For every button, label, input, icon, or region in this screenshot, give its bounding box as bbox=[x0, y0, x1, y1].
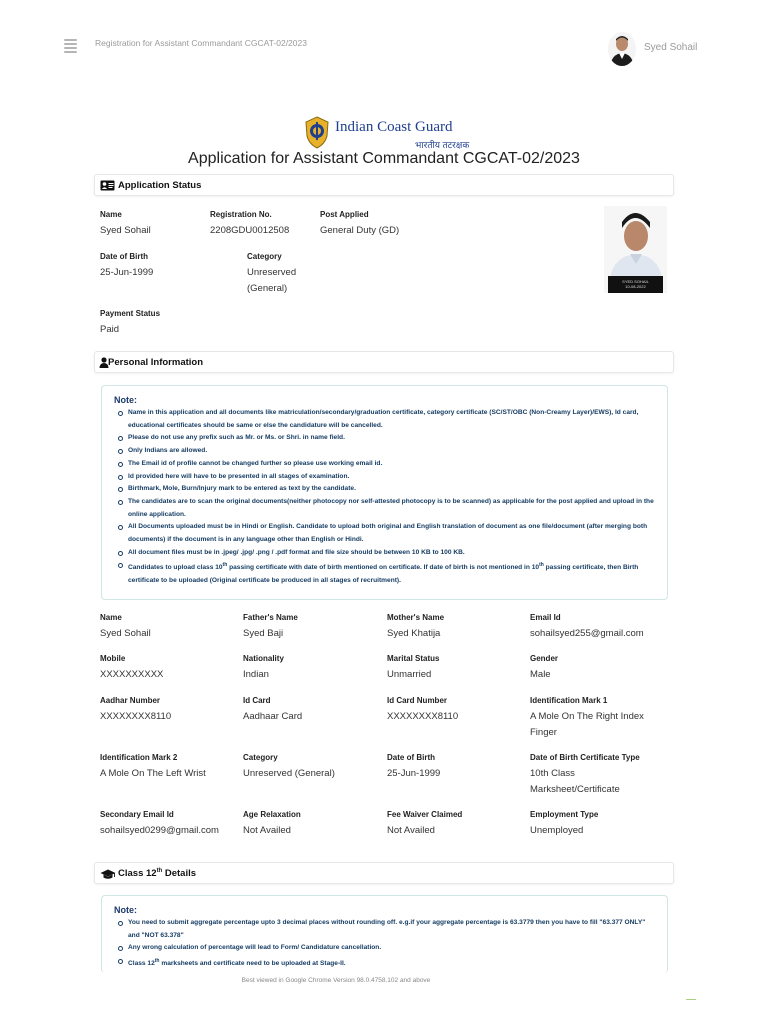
field-label: Post Applied bbox=[320, 210, 369, 219]
note-item: All document files must be in .jpeg/ .jpg/ .png / .pdf format and file size should be between 10 KB to 100 KB. bbox=[128, 547, 655, 560]
field-label: Employment Type bbox=[530, 810, 599, 819]
candidate-photo bbox=[604, 206, 667, 293]
field-label: Marital Status bbox=[387, 654, 440, 663]
page-title: Application for Assistant Commandant CGCAT-02/2023 bbox=[188, 150, 580, 167]
field-value: Indian bbox=[243, 669, 269, 680]
field-value: Male bbox=[530, 669, 551, 680]
field-label: Payment Status bbox=[100, 309, 161, 318]
nationality-field bbox=[243, 654, 284, 683]
registration-number-field bbox=[210, 210, 289, 239]
note-list bbox=[114, 917, 655, 971]
decorative-divider bbox=[686, 999, 696, 1000]
user-name[interactable]: Syed Sohail bbox=[644, 42, 698, 53]
note-text: passing certificate with date of birth mentioned on certificate. If date of birth is not mentioned in 10 bbox=[227, 564, 540, 572]
id-card-icon bbox=[100, 180, 115, 191]
note-item: All Documents uploaded must be in Hindi or English. Candidate to upload both original and English translation of document as one file/document (after merging both documents) if the document is in any language other than English or Hindi. bbox=[128, 521, 655, 546]
note-item: Only Indians are allowed. bbox=[128, 445, 655, 458]
photo-caption bbox=[608, 279, 663, 289]
note-item: Please do not use any prefix such as Mr. or Ms. or Shri. in name field. bbox=[128, 432, 655, 445]
identification-mark-2-field bbox=[100, 753, 206, 782]
menu-icon[interactable] bbox=[64, 39, 78, 55]
field-label: Mother's Name bbox=[387, 613, 445, 622]
indian-coast-guard-logo bbox=[303, 116, 470, 152]
category-line: (General) bbox=[247, 282, 288, 294]
note-text: Candidates to upload class 10 bbox=[128, 564, 223, 572]
footer-browser-note: Best viewed in Google Chrome Version 98.0.4758.102 and above bbox=[241, 977, 431, 984]
class-12-details-title bbox=[118, 868, 196, 879]
field-label: Name bbox=[100, 210, 122, 219]
application-status-header bbox=[94, 174, 674, 196]
field-label: Secondary Email Id bbox=[100, 810, 174, 819]
aadhar-number-field bbox=[100, 696, 171, 725]
employment-type-field bbox=[530, 810, 598, 839]
field-value: Unreserved (General) bbox=[243, 768, 335, 779]
field-value bbox=[247, 265, 296, 296]
field-label: Identification Mark 1 bbox=[530, 696, 608, 705]
age-relaxation-field bbox=[243, 810, 301, 839]
note-item: Any wrong calculation of percentage will lead to Form/ Candidature cancellation. bbox=[128, 942, 655, 955]
field-value bbox=[530, 709, 644, 740]
field-value: Syed Baji bbox=[243, 628, 284, 639]
field-label: Date of Birth bbox=[100, 252, 148, 261]
field-label: Nationality bbox=[243, 654, 284, 663]
value-line: Marksheet/Certificate bbox=[530, 783, 620, 795]
note-superscript: th bbox=[539, 562, 544, 569]
secondary-email-field bbox=[100, 810, 219, 839]
note-item bbox=[128, 559, 655, 588]
name-field bbox=[100, 613, 151, 642]
photo-caption-name: SYED SOHAIL bbox=[622, 279, 649, 284]
field-label: Fee Waiver Claimed bbox=[387, 810, 463, 819]
note-list bbox=[114, 407, 655, 588]
field-value: General Duty (GD) bbox=[320, 225, 400, 236]
email-field bbox=[530, 613, 644, 642]
note-title: Note: bbox=[114, 905, 137, 915]
identification-mark-1-field bbox=[530, 696, 644, 740]
note-item: Birthmark, Mole, Burn/Injury mark to be entered as text by the candidate. bbox=[128, 483, 655, 496]
note-superscript: th bbox=[222, 562, 228, 569]
field-value: Not Availed bbox=[387, 825, 435, 836]
status-category-field bbox=[247, 252, 296, 296]
note-item: Id provided here will have to be presented in all stages of examination. bbox=[128, 471, 655, 484]
father-name-field bbox=[243, 613, 298, 642]
field-value: Syed Sohail bbox=[100, 225, 151, 236]
post-applied-field bbox=[320, 210, 399, 239]
personal-information-header bbox=[94, 351, 674, 373]
field-value bbox=[530, 766, 640, 797]
id-card-number-field bbox=[387, 696, 458, 725]
note-title: Note: bbox=[114, 395, 137, 405]
gender-field bbox=[530, 654, 558, 683]
value-line: A Mole On The Right Index bbox=[530, 711, 644, 722]
field-label: Email Id bbox=[530, 613, 561, 622]
field-label: Identification Mark 2 bbox=[100, 753, 178, 762]
status-dob-field bbox=[100, 252, 153, 281]
payment-status-field bbox=[100, 309, 160, 338]
field-value: Unmarried bbox=[387, 669, 432, 680]
title-text: Class 12 bbox=[118, 868, 157, 880]
logo-text-english: Indian Coast Guard bbox=[335, 119, 453, 135]
field-value: Not Availed bbox=[243, 825, 291, 836]
field-value: Syed Khatija bbox=[387, 628, 441, 639]
category-field bbox=[243, 753, 335, 782]
field-value: 25-Jun-1999 bbox=[387, 768, 441, 779]
field-value: A Mole On The Left Wrist bbox=[100, 768, 206, 779]
value-line: Finger bbox=[530, 726, 557, 738]
note-item: You need to submit aggregate percentage upto 3 decimal places without rounding off. e.g.if your aggregate percentage is 63.3779 then you have to fill "63.377 ONLY" and "NOT 63.378" bbox=[128, 917, 655, 942]
category-line: Unreserved bbox=[247, 267, 297, 278]
value-line: 10th Class bbox=[530, 768, 575, 779]
field-label: Gender bbox=[530, 654, 559, 663]
field-value: sohailsyed0299@gmail.com bbox=[100, 825, 219, 836]
field-label: Registration No. bbox=[210, 210, 272, 219]
class-12-details-header bbox=[94, 862, 674, 884]
note-item: Name in this application and all documents like matriculation/secondary/graduation certificate, category certificate (SC/ST/OBC (Non-Creamy Layer)/EWS), Id card, educational certificates should be same or else the candidature will be cancelled. bbox=[128, 407, 655, 432]
field-label: Category bbox=[247, 252, 282, 261]
note-superscript: th bbox=[154, 958, 160, 965]
field-value: sohailsyed255@gmail.com bbox=[530, 628, 644, 639]
field-value: XXXXXXXX8110 bbox=[100, 711, 172, 722]
application-status-title: Application Status bbox=[118, 180, 202, 191]
field-value: Aadhaar Card bbox=[243, 711, 303, 722]
personal-information-title: Personal Information bbox=[108, 357, 204, 368]
field-value: Paid bbox=[100, 324, 120, 335]
field-value: Syed Sohail bbox=[100, 628, 151, 639]
id-card-field bbox=[243, 696, 302, 725]
coast-guard-emblem-icon bbox=[303, 116, 331, 149]
note-text: Class 12 bbox=[128, 960, 155, 968]
top-bar bbox=[0, 0, 768, 90]
field-label: Id Card bbox=[243, 696, 271, 705]
graduation-cap-icon bbox=[100, 869, 116, 880]
note-text: marksheets and certificate need to be uploaded at Stage-II. bbox=[159, 960, 346, 968]
mobile-field bbox=[100, 654, 163, 683]
marital-status-field bbox=[387, 654, 439, 683]
personal-info-note bbox=[101, 385, 668, 600]
field-value: XXXXXXXX8110 bbox=[387, 711, 459, 722]
title-text: Details bbox=[162, 868, 197, 880]
field-label: Mobile bbox=[100, 654, 126, 663]
dob-field bbox=[387, 753, 440, 782]
dob-certificate-type-field bbox=[530, 753, 640, 797]
class-12-note bbox=[101, 895, 668, 973]
field-label: Father's Name bbox=[243, 613, 298, 622]
mother-name-field bbox=[387, 613, 444, 642]
top-bar-title: Registration for Assistant Commandant CGCAT-02/2023 bbox=[95, 38, 307, 48]
field-value: 25-Jun-1999 bbox=[100, 267, 154, 278]
field-label: Age Relaxation bbox=[243, 810, 301, 819]
status-name-field bbox=[100, 210, 151, 239]
logo-text-hindi: भारतीय तटरक्षक bbox=[415, 140, 470, 150]
field-value: 2208GDU0012508 bbox=[210, 225, 290, 236]
field-label: Id Card Number bbox=[387, 696, 448, 705]
note-item: The candidates are to scan the original documents(neither photocopy nor self-attested photocopy is to be scanned) as applicable for the post applied and upload in the online application. bbox=[128, 496, 655, 521]
field-label: Date of Birth bbox=[387, 753, 435, 762]
avatar[interactable] bbox=[608, 32, 636, 66]
title-superscript: th bbox=[156, 868, 163, 874]
field-label: Aadhar Number bbox=[100, 696, 161, 705]
fee-waiver-field bbox=[387, 810, 462, 839]
field-value: XXXXXXXXXX bbox=[100, 669, 164, 680]
field-label: Name bbox=[100, 613, 122, 622]
field-label: Category bbox=[243, 753, 278, 762]
field-label: Date of Birth Certificate Type bbox=[530, 753, 640, 762]
photo-caption-date: 10-08-2022 bbox=[625, 284, 646, 289]
note-item: The Email id of profile cannot be changed further so please use working email id. bbox=[128, 458, 655, 471]
note-text: passing certificate, then Birth certificate to be uploaded (Original certificate be produced in all stages of recruitment). bbox=[128, 564, 639, 585]
field-value: Unemployed bbox=[530, 825, 584, 836]
note-item bbox=[128, 955, 655, 971]
